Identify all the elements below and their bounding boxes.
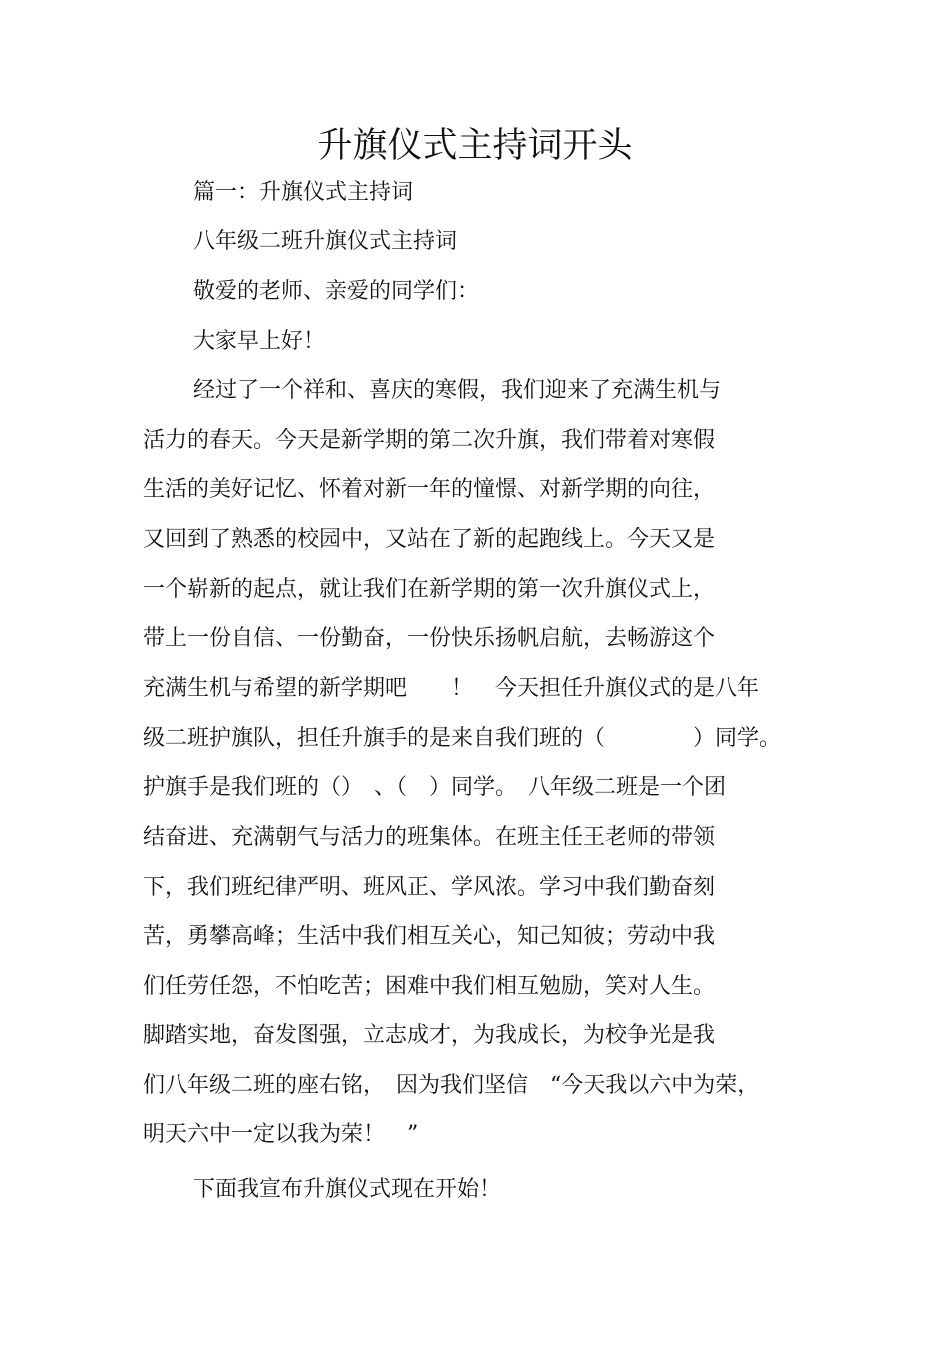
- paragraph-line: 经过了一个祥和、喜庆的寒假，我们迎来了充满生机与: [193, 378, 722, 403]
- paragraph-line: 带上一份自信、一份勤奋，一份快乐扬帆启航，去畅游这个: [143, 626, 716, 651]
- paragraph-line: 又回到了熟悉的校园中，又站在了新的起跑线上。今天又是: [143, 527, 716, 552]
- paragraph-line: 结奋进、充满朝气与活力的班集体。在班主任王老师的带领: [143, 825, 716, 850]
- paragraph-line: 活力的春天。今天是新学期的第二次升旗，我们带着对寒假: [143, 428, 716, 453]
- paragraph-line: 下，我们班纪律严明、班风正、学风浓。学习中我们勤奋刻: [143, 875, 716, 900]
- paragraph-line: 护旗手是我们班的（） 、（ ）同学。 八年级二班是一个团: [143, 775, 727, 800]
- greeting-line: 大家早上好！: [193, 329, 326, 354]
- document-title: 升旗仪式主持词开头: [317, 126, 633, 166]
- paragraph-line: 们八年级二班的座右铭， 因为我们坚信 “今天我以六中为荣，: [143, 1073, 760, 1098]
- paragraph-line: 苦，勇攀高峰；生活中我们相互关心，知己知彼；劳动中我: [143, 924, 716, 949]
- paragraph-line: 们任劳任怨，不怕吃苦；困难中我们相互勉励，笑对人生。: [143, 974, 716, 999]
- subtitle-line: 八年级二班升旗仪式主持词: [193, 229, 458, 254]
- salutation-line: 敬爱的老师、亲爱的同学们：: [193, 279, 480, 304]
- section-heading: 篇一：升旗仪式主持词: [193, 180, 414, 205]
- closing-line: 下面我宣布升旗仪式现在开始！: [193, 1177, 502, 1202]
- paragraph-line: 脚踏实地，奋发图强，立志成才，为我成长，为校争光是我: [143, 1023, 716, 1048]
- paragraph-line: 一个崭新的起点，就让我们在新学期的第一次升旗仪式上，: [143, 577, 716, 602]
- paragraph-line: 明天六中一定以我为荣！ ”: [143, 1122, 419, 1147]
- paragraph-line: 充满生机与希望的新学期吧 ！ 今天担任升旗仪式的是八年: [143, 676, 760, 701]
- paragraph-line: 生活的美好记忆、怀着对新一年的憧憬、对新学期的向往，: [143, 477, 716, 502]
- paragraph-line: 级二班护旗队，担任升旗手的是来自我们班的（ ）同学。: [143, 726, 782, 751]
